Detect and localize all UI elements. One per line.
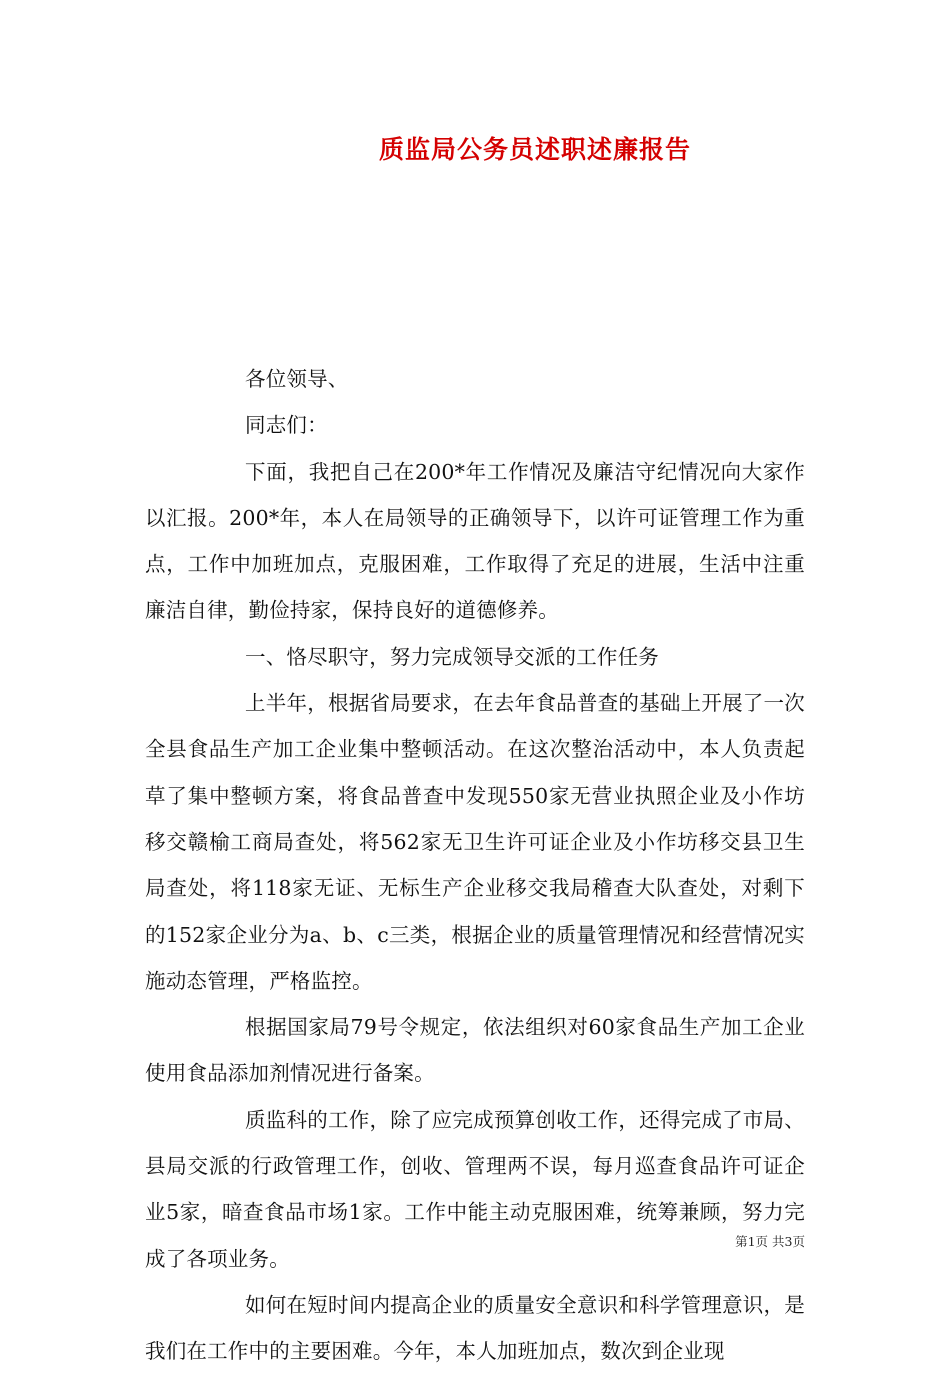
paragraph-department-work: 质监科的工作，除了应完成预算创收工作，还得完成了市局、县局交派的行政管理工作，创收、管理两不误，每月巡查食品许可证企业5家，暗查食品市场1家。工作中能主动克服困难，统筹兼顾，努力完成了各项业务。: [145, 1107, 805, 1271]
document-body: [145, 356, 805, 1375]
paragraph-additives: 根据国家局79号令规定，依法组织对60家食品生产加工企业使用食品添加剂情况进行备案。: [145, 1015, 805, 1086]
page-number-footer: 第1页 共3页: [735, 1234, 805, 1249]
paragraph-intro: 下面，我把自己在200*年工作情况及廉洁守纪情况向大家作以汇报。200*年，本人在局领导的正确领导下，以许可证管理工作为重点，工作中加班加点，克服困难，工作取得了充足的进展，生活中注重廉洁自律，勤俭持家，保持良好的道德修养。: [145, 459, 805, 623]
section-heading-1: 一、恪尽职守，努力完成领导交派的工作任务: [245, 644, 659, 669]
paragraph-difficulties: 如何在短时间内提高企业的质量安全意识和科学管理意识，是我们在工作中的主要困难。今年，本人加班加点，数次到企业现: [145, 1292, 805, 1364]
salutation-line-2: 同志们：: [245, 413, 328, 438]
salutation-line-1: 各位领导、: [245, 367, 349, 391]
document-title: 质监局公务员述职述廉报告: [378, 135, 691, 164]
paragraph-rectification: 上半年，根据省局要求，在去年食品普查的基础上开展了一次全县食品生产加工企业集中整顿活动。在这次整治活动中，本人负责起草了集中整顿方案，将食品普查中发现550家无营业执照企业及小作坊移交赣榆工商局查处，将562家无卫生许可证企业及小作坊移交县卫生局查处，将118家无证、无标生产企业移交我局稽查大队查处，对剩下的152家企业分为a、b、c三类，根据企业的质量管理情况和经营情况实施动态管理，严格监控。: [145, 691, 805, 993]
